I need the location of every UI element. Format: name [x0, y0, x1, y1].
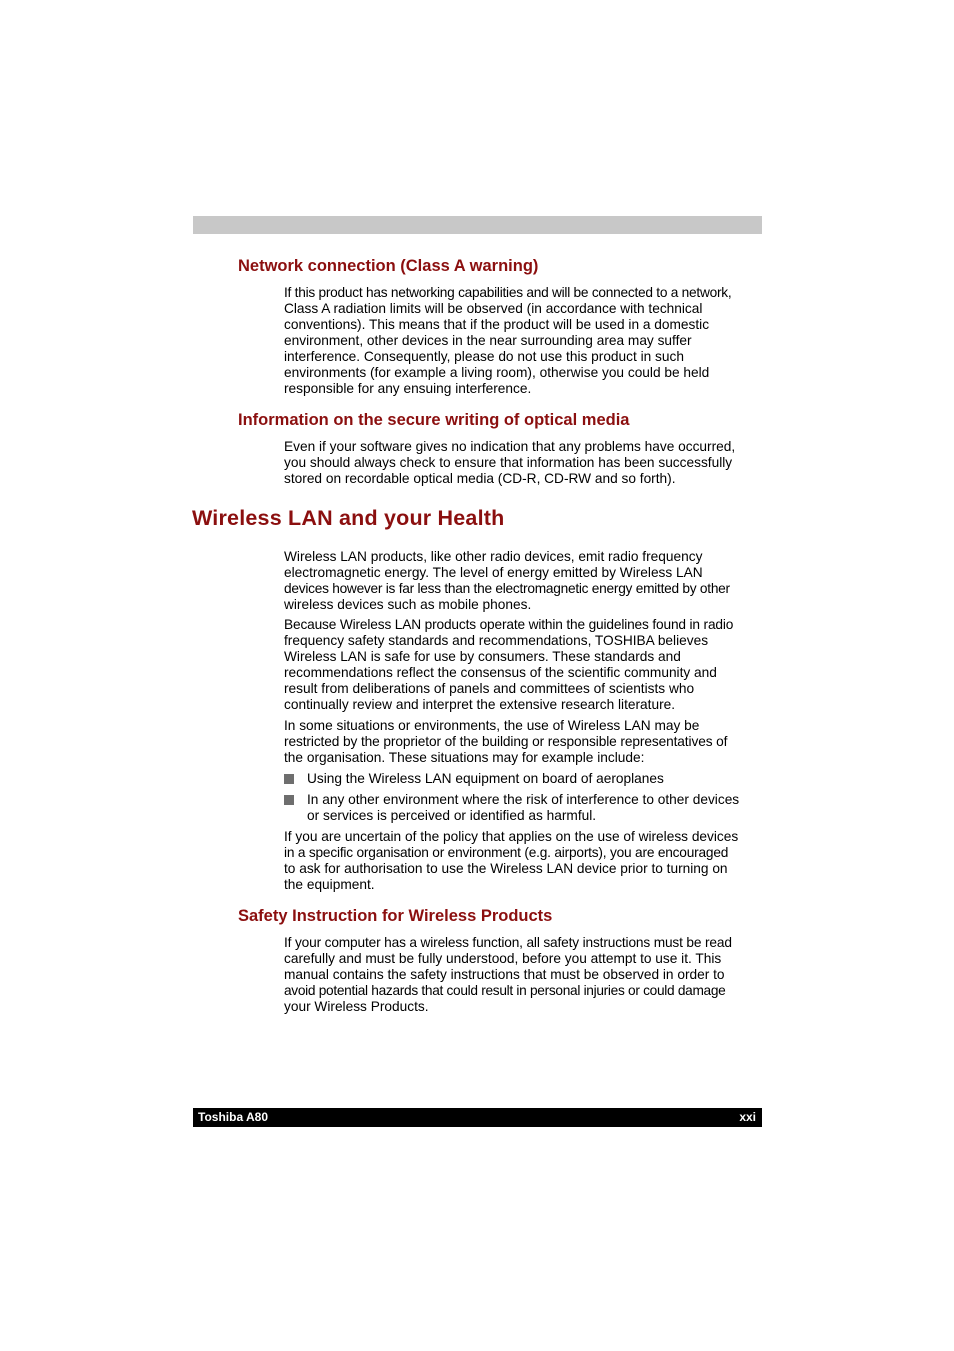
text-line: devices however is far less than the electromagnetic energy emitted by other	[284, 581, 730, 596]
text-line: continually review and interpret the extensive research literature.	[284, 697, 676, 712]
text-line: or services is perceived or identified as harmful.	[307, 808, 597, 823]
text-line: the equipment.	[284, 877, 375, 892]
bullet-text	[307, 792, 739, 824]
page-footer	[193, 1108, 762, 1127]
text-line: Class A radiation limits will be observed (in accordance with technical	[284, 301, 703, 316]
text-line: avoid potential hazards that could result in personal injuries or could damage	[284, 983, 726, 998]
text-line: In any other environment where the risk of interference to other devices	[307, 792, 740, 807]
text-line: carefully and must be fully understood, before you attempt to use it. This	[284, 951, 722, 966]
paragraph-wireless-1	[284, 549, 762, 613]
footer-product-name: Toshiba A80	[198, 1110, 269, 1124]
bullet-text	[307, 771, 664, 787]
paragraph-optical-media	[284, 439, 762, 487]
paragraph-wireless-4	[284, 829, 762, 893]
text-line: Wireless LAN products, like other radio devices, emit radio frequency	[284, 549, 703, 564]
footer-page-number: xxi	[739, 1110, 756, 1124]
heading-network-connection: Network connection (Class A warning)	[238, 257, 539, 275]
text-line: to ask for authorisation to use the Wireless LAN device prior to turning on	[284, 861, 728, 876]
text-line: in a specific organisation or environment (e.g. airports), you are encouraged	[284, 845, 729, 860]
text-line: responsible for any ensuing interference.	[284, 381, 532, 396]
text-line: In some situations or environments, the use of Wireless LAN may be	[284, 718, 700, 733]
text-line: Even if your software gives no indication that any problems have occurred,	[284, 439, 736, 454]
text-line: If your computer has a wireless function, all safety instructions must be read	[284, 935, 732, 950]
heading-safety-instruction: Safety Instruction for Wireless Products	[238, 907, 553, 925]
text-line: If this product has networking capabilities and will be connected to a network,	[284, 285, 732, 300]
paragraph-safety-instruction	[284, 935, 762, 1015]
paragraph-wireless-2	[284, 617, 762, 713]
header-bar	[193, 216, 762, 234]
text-line: conventions). This means that if the product will be used in a domestic	[284, 317, 710, 332]
text-line: If you are uncertain of the policy that applies on the use of wireless devices	[284, 829, 739, 844]
text-line: recommendations reflect the consensus of the scientific community and	[284, 665, 717, 680]
heading-wireless-lan-health: Wireless LAN and your Health	[192, 506, 505, 530]
text-line: frequency safety standards and recommendations, TOSHIBA believes	[284, 633, 709, 648]
text-line: interference. Consequently, please do not use this product in such	[284, 349, 684, 364]
text-line: stored on recordable optical media (CD-R, CD-RW and so forth).	[284, 471, 676, 486]
text-line: Wireless LAN is safe for use by consumers. These standards and	[284, 649, 681, 664]
paragraph-wireless-3	[284, 718, 762, 766]
bullet-square-icon	[284, 795, 294, 805]
text-line: wireless devices such as mobile phones.	[284, 597, 532, 612]
text-line: restricted by the proprietor of the building or responsible representatives of	[284, 734, 728, 749]
bullet-square-icon	[284, 774, 294, 784]
text-line: the organisation. These situations may for example include:	[284, 750, 645, 765]
text-line: your Wireless Products.	[284, 999, 429, 1014]
text-line: electromagnetic energy. The level of energy emitted by Wireless LAN	[284, 565, 703, 580]
heading-optical-media: Information on the secure writing of optical media	[238, 411, 630, 429]
text-line: manual contains the safety instructions that must be observed in order to	[284, 967, 725, 982]
paragraph-network-connection	[284, 285, 762, 397]
text-line: Using the Wireless LAN equipment on board of aeroplanes	[307, 771, 664, 786]
text-line: Because Wireless LAN products operate within the guidelines found in radio	[284, 617, 734, 632]
text-line: environment, other devices in the near surrounding area may suffer	[284, 333, 692, 348]
text-line: environments (for example a living room), otherwise you could be held	[284, 365, 710, 380]
text-line: you should always check to ensure that information has been successfully	[284, 455, 733, 470]
text-line: result from deliberations of panels and committees of scientists who	[284, 681, 695, 696]
